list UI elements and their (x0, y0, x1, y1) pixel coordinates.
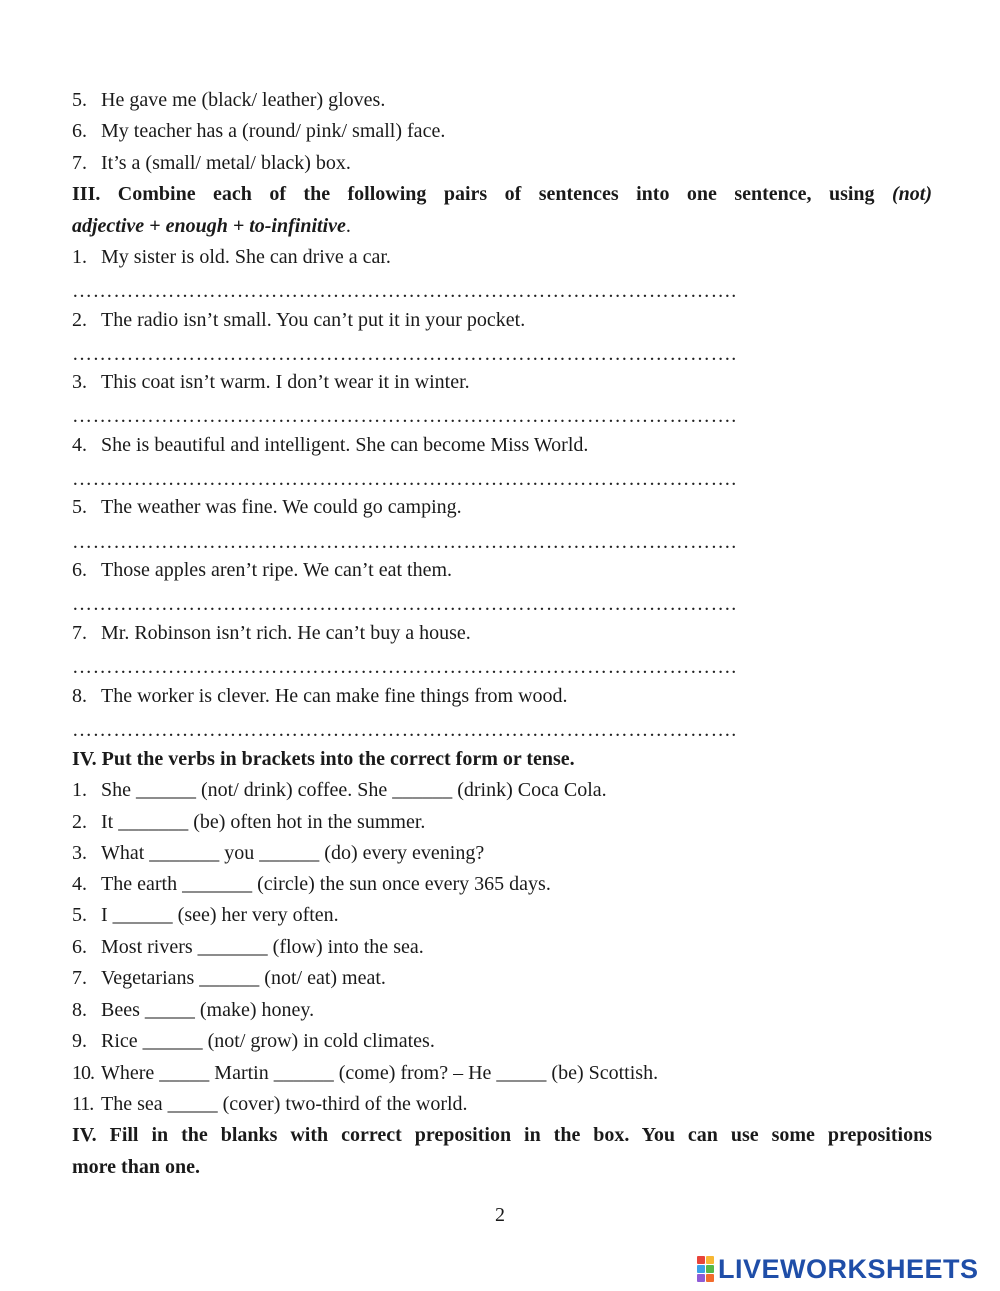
item-number: 5. (72, 89, 87, 111)
exercise5-heading-line2: more than one. (72, 1156, 200, 1178)
item-text: It’s a (small/ metal/ black) box. (101, 152, 351, 174)
exercise3-heading-text: III. Combine each of the following pairs of sentences into one sentence, using (72, 183, 875, 205)
item-number: 3. (72, 842, 87, 864)
logo-block (697, 1274, 705, 1282)
exercise3-item-4 (72, 430, 932, 461)
exercise4-heading: IV. Put the verbs in brackets into the correct form or tense. (72, 748, 575, 770)
logo-block (697, 1256, 705, 1264)
exercise3-item-3 (72, 367, 932, 398)
item-number: 2. (72, 309, 87, 331)
exercise4-item-8 (72, 995, 932, 1026)
exercise3-item-6 (72, 555, 932, 586)
exercise3-item-5 (72, 492, 932, 523)
logo-block (706, 1274, 714, 1282)
item-number: 1. (72, 246, 87, 268)
exercise3-item-8 (72, 681, 932, 712)
item-text: This coat isn’t warm. I don’t wear it in winter. (101, 371, 470, 393)
item-text: The sea _____ (cover) two-third of the world. (101, 1093, 468, 1115)
exercise4-item-5 (72, 900, 932, 931)
item-number: 3. (72, 371, 87, 393)
exercise3-item-1 (72, 242, 932, 273)
item-number: 1. (72, 779, 87, 801)
exercise2-item-6 (72, 116, 932, 147)
item-number: 9. (72, 1030, 87, 1052)
logo-blocks-icon (697, 1256, 714, 1282)
logo-block (706, 1256, 714, 1264)
exercise4-item-4 (72, 869, 932, 900)
item-text: Where _____ Martin ______ (come) from? – He _____ (be) Scottish. (101, 1062, 659, 1084)
item-text: Vegetarians ______ (not/ eat) meat. (101, 967, 386, 989)
item-number: 5. (72, 904, 87, 926)
item-text: It _______ (be) often hot in the summer. (101, 811, 426, 833)
item-number: 8. (72, 999, 87, 1021)
item-text: Mr. Robinson isn’t rich. He can’t buy a house. (101, 622, 471, 644)
item-text: Rice ______ (not/ grow) in cold climates. (101, 1030, 435, 1052)
answer-line-5[interactable]: ……………………………………………………………………………………. (72, 531, 737, 553)
item-text: What _______ you ______ (do) every evening? (101, 842, 485, 864)
exercise3-structure: adjective + enough + to-infinitive (72, 215, 346, 237)
exercise5-heading-line1: IV. Fill in the blanks with correct preposition in the box. You can use some prepositions (72, 1124, 932, 1146)
item-number: 7. (72, 622, 87, 644)
exercise2-item-5 (72, 85, 932, 116)
answer-line-3[interactable]: ……………………………………………………………………………………. (72, 405, 737, 427)
item-number: 10. (72, 1062, 94, 1084)
item-number: 6. (72, 936, 87, 958)
item-text: The radio isn’t small. You can’t put it in your pocket. (101, 309, 526, 331)
exercise4-item-1 (72, 775, 932, 806)
exercise4-item-3 (72, 838, 932, 869)
exercise3-heading-period: . (345, 215, 351, 237)
exercise2-item-7 (72, 148, 932, 179)
exercise4-item-7 (72, 963, 932, 994)
answer-line-6[interactable]: ……………………………………………………………………………………. (72, 593, 737, 615)
answer-line-7[interactable]: ……………………………………………………………………………………. (72, 656, 737, 678)
answer-line-1[interactable]: ……………………………………………………………………………………. (72, 280, 737, 302)
item-text: The earth _______ (circle) the sun once every 365 days. (101, 873, 551, 895)
item-text: My sister is old. She can drive a car. (101, 246, 391, 268)
logo-block (706, 1265, 714, 1273)
item-text: She is beautiful and intelligent. She can become Miss World. (101, 434, 589, 456)
item-number: 7. (72, 967, 87, 989)
answer-line-2[interactable]: ……………………………………………………………………………………. (72, 343, 737, 365)
item-number: 7. (72, 152, 87, 174)
answer-line-8[interactable]: ……………………………………………………………………………………. (72, 719, 737, 741)
item-number: 4. (72, 873, 87, 895)
item-number: 5. (72, 496, 87, 518)
item-number: 8. (72, 685, 87, 707)
exercise3-heading-italic: (not) (892, 183, 932, 205)
item-text: Bees _____ (make) honey. (101, 999, 315, 1021)
item-number: 2. (72, 811, 87, 833)
item-text: The worker is clever. He can make fine things from wood. (101, 685, 568, 707)
logo-text: LIVEWORKSHEETS (718, 1253, 979, 1284)
item-text: The weather was fine. We could go camping. (101, 496, 462, 518)
exercise4-item-2 (72, 807, 932, 838)
item-text: She ______ (not/ drink) coffee. She ______ (drink) Coca Cola. (101, 779, 607, 801)
liveworksheets-logo[interactable] (697, 1252, 979, 1286)
exercise3-heading-line2 (72, 211, 932, 242)
item-text: Those apples aren’t ripe. We can’t eat them. (101, 559, 453, 581)
item-text: I ______ (see) her very often. (101, 904, 339, 926)
item-number: 6. (72, 559, 87, 581)
exercise4-item-9 (72, 1026, 932, 1057)
item-number: 11. (72, 1093, 94, 1115)
exercise4-item-11 (72, 1089, 932, 1120)
logo-block (697, 1265, 705, 1273)
answer-line-4[interactable]: ……………………………………………………………………………………. (72, 468, 737, 490)
page-number: 2 (495, 1204, 505, 1226)
item-text: My teacher has a (round/ pink/ small) face. (101, 120, 446, 142)
item-number: 6. (72, 120, 87, 142)
item-text: He gave me (black/ leather) gloves. (101, 89, 386, 111)
exercise4-item-6 (72, 932, 932, 963)
exercise4-item-10 (72, 1058, 932, 1089)
item-text: Most rivers _______ (flow) into the sea. (101, 936, 424, 958)
exercise3-heading-line1 (72, 179, 932, 210)
exercise3-item-2 (72, 305, 932, 336)
exercise3-item-7 (72, 618, 932, 649)
item-number: 4. (72, 434, 87, 456)
